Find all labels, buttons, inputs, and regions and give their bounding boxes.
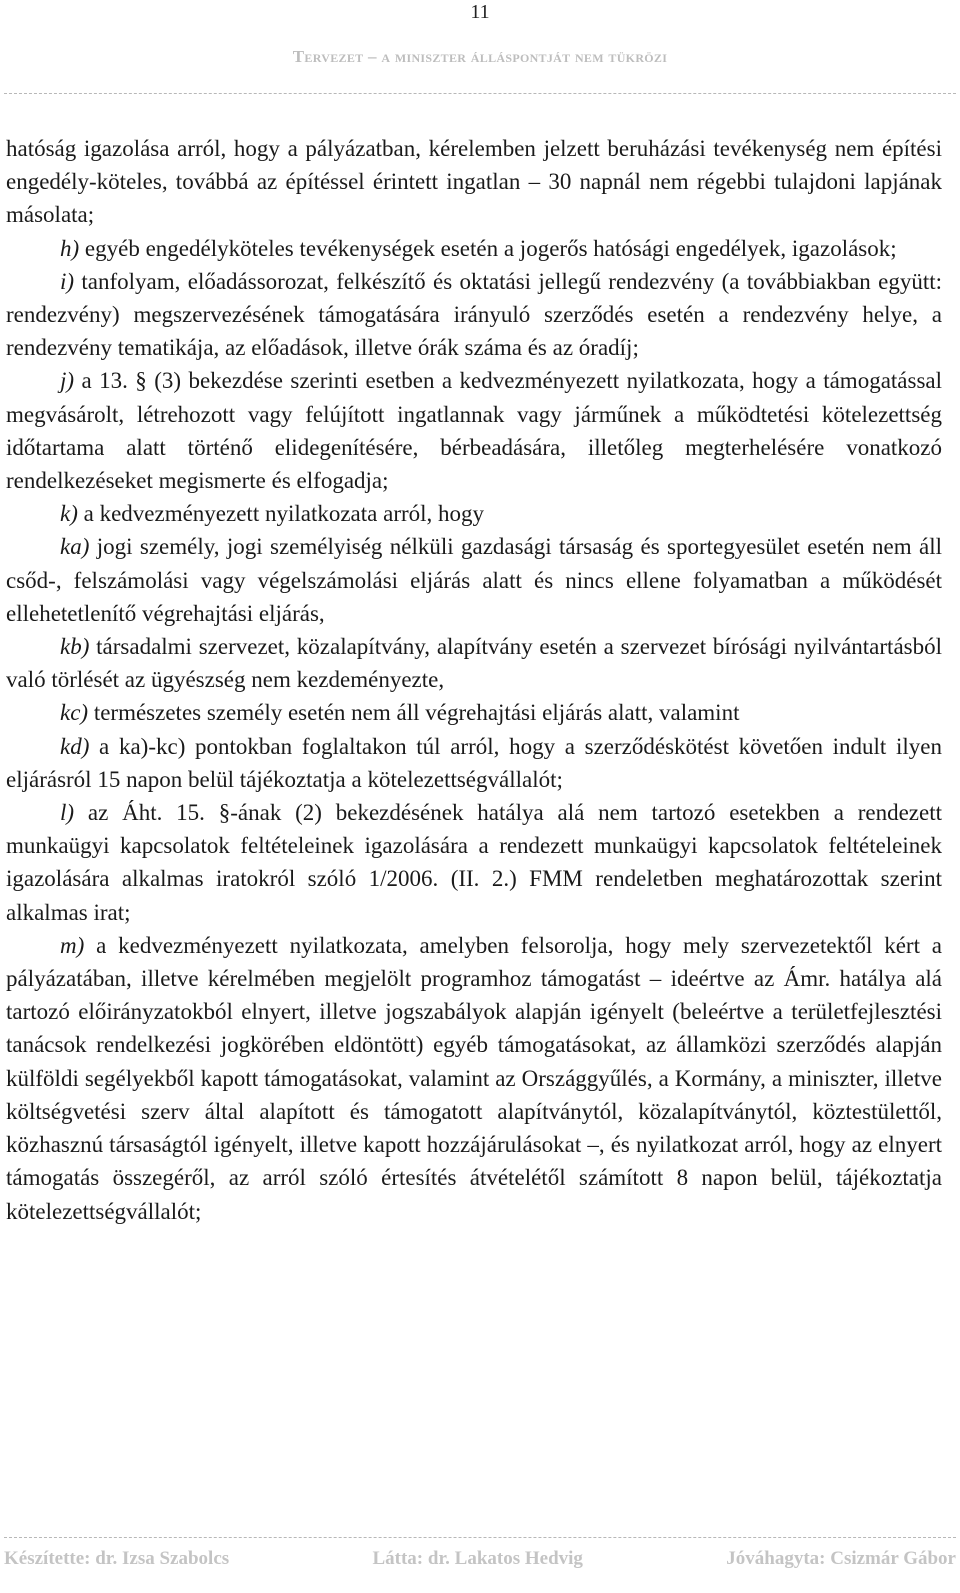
paragraph-text: társadalmi szervezet, közalapítvány, alapítvány esetén a szervezet bírósági nyilvántartásból való törlését az ügyészség nem kezdeményezte, [6, 634, 942, 693]
paragraph-text: a kedvezményezett nyilatkozata arról, hogy [77, 501, 485, 527]
paragraph-text: a 13. § (3) bekezdése szerinti esetben a kedvezményezett nyilatkozata, hogy a támogatással megvásárolt, létrehozott vagy felújított ingatlannak vagy járműnek a működtetési kötelezettség időtartama alatt történő elidegenítésére, bérbeadására, illetőleg megterhelésére vonatkozó rendelkezéseket megismerte és elfogadja; [6, 368, 942, 494]
item-label: kc) [60, 700, 89, 726]
footer-divider [4, 1537, 956, 1538]
paragraph-text: a kedvezményezett nyilatkozata, amelyben felsorolja, hogy mely szervezetektől kért a pályázatában, illetve kérelmében megjelölt programhoz támogatást – ideértve az Ámr. hatálya alá tartozó előirányzatokból elnyert, illetve jogszabályok alapján igényelt (beleértve a területfejlesztési tanácsok rendelkezési jogkörében eldöntött) egyéb támogatásokat, az államközi szerződés alapján külföldi segélyekből kapott támogatásokat, valamint az Országgyűlés, a Kormány, a miniszter, illetve költségvetési szerv által alapított és támogatott alapítványtól, közalapítványtól, köztestülettől, közhasznú társaságtól igényelt, illetve kapott hozzájárulásokat –, és nyilatkozat arról, hogy az elnyert támogatás összegéről, az arról szóló értesítés átvételétől számított 8 napon belül, tájékoztatja kötelezettségvállalót; [6, 932, 942, 1224]
paragraph-kb [6, 630, 942, 696]
paragraph-kc [6, 696, 942, 729]
paragraph-text: az Áht. 15. §-ának (2) bekezdésének hatálya alá nem tartozó esetekben a rendezett munkaügyi kapcsolatok feltételeinek igazolására a rendezett munkaügyi kapcsolatok feltételeinek igazolására alkalmas iratokról szóló 1/2006. (II. 2.) FMM rendeletben meghatározottak szerint alkalmas irat; [6, 800, 942, 925]
item-label: l) [60, 800, 75, 826]
approved-by: Jóváhagyta: Csizmár Gábor [726, 1548, 956, 1569]
prepared-by: Készítette: dr. Izsa Szabolcs [4, 1548, 230, 1569]
paragraph-text: a ka)-kc) pontokban foglaltakon túl arról, hogy a szerződéskötést követően indult ilyen eljárásról 15 napon belül tájékoztatja a kötelezettségvállalót; [6, 733, 942, 792]
document-body [6, 132, 942, 1228]
paragraph-text: jogi személy, jogi személyiség nélküli gazdasági társaság és sportegyesület esetén nem áll csőd-, felszámolási vagy végelszámolási eljárás alatt és nincs ellene folyamatban a működését ellehetetlenítő végrehajtási eljárás, [6, 534, 942, 626]
item-label: j) [60, 368, 75, 394]
page-number: 11 [470, 1, 490, 23]
signature-footer [4, 1548, 956, 1570]
paragraph-ka [6, 530, 942, 630]
paragraph-text: természetes személy esetén nem áll végrehajtási eljárás alatt, valamint [88, 700, 740, 726]
item-label: kb) [60, 634, 90, 660]
item-label: k) [60, 501, 78, 527]
paragraph-text: egyéb engedélyköteles tevékenységek esetén a jogerős hatósági engedélyek, igazolások; [79, 235, 897, 261]
paragraph-m [6, 929, 942, 1228]
item-label: ka) [60, 534, 90, 560]
item-label: h) [60, 235, 80, 261]
paragraph-text: tanfolyam, előadássorozat, felkészítő és oktatási jellegű rendezvény (a továbbiakban együtt: rendezvény) megszervezésének támogatására irányuló szerződés esetén a rendezvény helye, a rendezvény tematikája, az előadások, illetve órák száma és az óradíj; [6, 268, 942, 361]
paragraph-j [6, 364, 942, 497]
header-divider [4, 93, 956, 94]
paragraph-continuation [6, 132, 942, 232]
paragraph-l [6, 796, 942, 929]
paragraph-kd [6, 730, 942, 796]
paragraph-h [6, 232, 942, 265]
item-label: m) [60, 932, 85, 958]
paragraph-k [6, 497, 942, 530]
item-label: i) [60, 268, 75, 294]
paragraph-i [6, 265, 942, 365]
reviewed-by: Látta: dr. Lakatos Hedvig [372, 1548, 583, 1569]
paragraph-text: hatóság igazolása arról, hogy a pályázatban, kérelemben jelzett beruházási tevékenység nem építési engedély-köteles, továbbá az építéssel érintett ingatlan – 30 napnál nem régebbi tulajdoni lapjának másolata; [6, 136, 942, 228]
item-label: kd) [60, 733, 90, 759]
draft-header-note: Tervezet – a miniszter álláspontját nem tükrözi [292, 47, 668, 66]
